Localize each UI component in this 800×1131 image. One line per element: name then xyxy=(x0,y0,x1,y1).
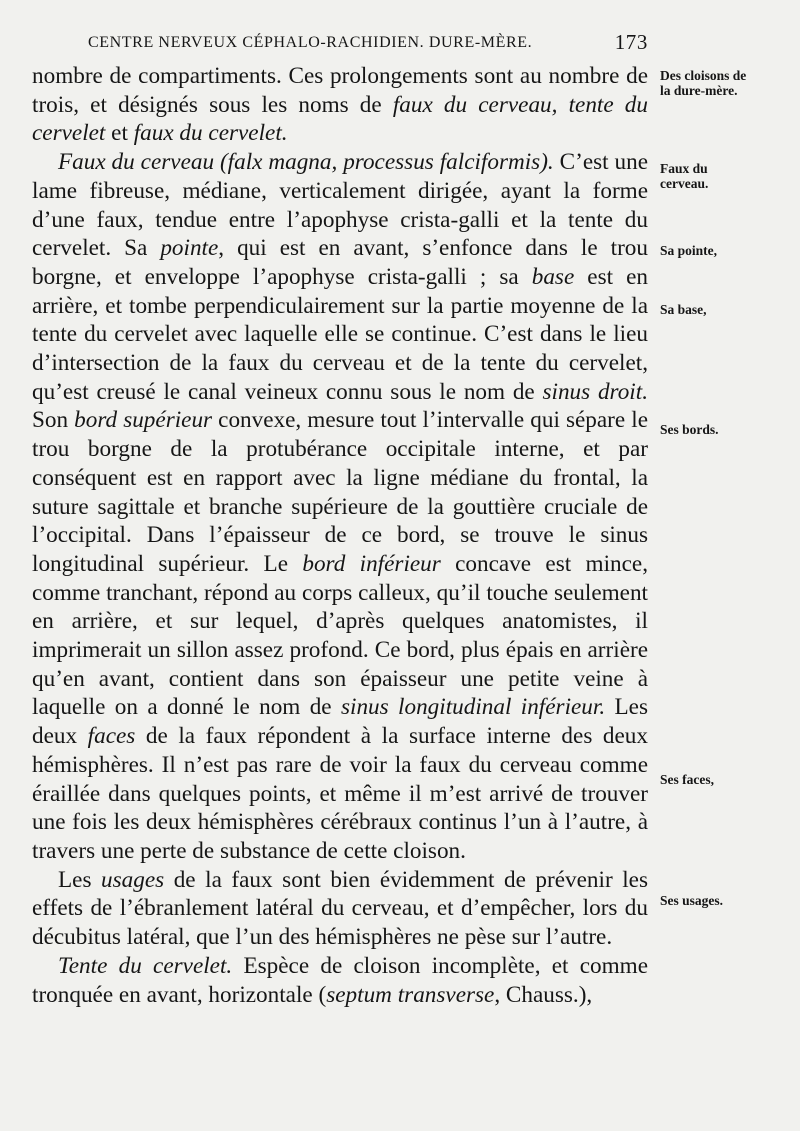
running-title: CENTRE NERVEUX CÉPHALO-RACHIDIEN. DURE-MÈRE. xyxy=(88,34,533,51)
margin-note-faux: Faux du cerveau. xyxy=(660,161,709,191)
text-run: de la faux sont bien évidemment de prévenir les effets de l’ébranlement latéral du cerveau, et d’empêcher, lors du décubitus latéral, que l’un des hémisphères ne pèse sur l’autre. xyxy=(32,866,648,951)
page-header xyxy=(88,30,648,56)
margin-note-usages: Ses usages. xyxy=(660,893,724,908)
text-run: convexe, mesure tout l’intervalle qui sépare le trou borgne de la protubérance occipitale interne, et par conséquent est en rapport avec la ligne médiane du frontal, la suture sagittale et branche supérieure de la gouttière cruciale de l’occipital. Dans l’épaisseur de ce bord, se trouve le sinus longitudinal supérieur. Le xyxy=(32,407,648,577)
italic-run: septum transverse xyxy=(326,981,495,1008)
paragraph xyxy=(32,62,648,148)
italic-run: bord supérieur xyxy=(74,407,213,434)
text-run: est en arrière, et tombe perpendiculairement sur la partie moyenne de la tente du cervelet avec laquelle elle se continue. C’est dans le lieu d’intersection de la faux du cerveau et de la tente du cervelet, qu’est creusé le canal veineux connu sous le nom de xyxy=(32,263,648,405)
text-run: Les deux xyxy=(32,694,648,750)
text-run: C’est une lame fibreuse, médiane, verticalement dirigée, ayant la forme d’une faux, tendue entre l’apophyse crista-galli et la tente du cervelet. Sa xyxy=(32,149,648,262)
italic-run: Faux du cerveau (falx magna, processus falciformis). xyxy=(58,149,554,176)
text-run: et xyxy=(105,120,134,147)
paragraph xyxy=(32,952,648,1009)
margin-note-faces: Ses faces, xyxy=(660,772,714,787)
italic-run: faux du cervelet. xyxy=(133,120,288,147)
margin-note-cloisons: Des cloisons de la dure-mère. xyxy=(660,68,747,98)
text-run: Espèce de cloison incomplète, et comme tronquée en avant, horizontale ( xyxy=(32,952,648,1008)
italic-run: base xyxy=(531,263,575,290)
text-run: , qui est en avant, s’enfonce dans le trou borgne, et enveloppe l’apophyse crista-galli ; sa xyxy=(32,235,648,290)
italic-run: usages xyxy=(101,866,165,893)
margin-note-base: Sa base, xyxy=(660,302,707,317)
text-run: , Chauss.), xyxy=(494,981,593,1008)
italic-run: Tente du cervelet. xyxy=(58,952,233,979)
italic-run: bord inférieur xyxy=(302,550,441,577)
margin-note-pointe: Sa pointe, xyxy=(660,243,718,258)
text-run: Son xyxy=(32,407,75,434)
italic-run: sinus longitudinal inférieur. xyxy=(340,694,606,721)
italic-run: pointe xyxy=(160,235,219,262)
italic-run: sinus droit. xyxy=(542,378,648,405)
italic-run: faux du cerveau, tente du cervelet xyxy=(32,91,648,147)
text-run: Les xyxy=(58,866,102,893)
paragraph xyxy=(32,148,648,866)
body-text xyxy=(32,62,648,1009)
paragraph xyxy=(32,866,648,952)
text-run: nombre de compartiments. Ces prolongements sont au nombre de trois, et désignés sous les noms de xyxy=(32,63,648,118)
italic-run: faces xyxy=(87,723,136,750)
margin-note-bords: Ses bords. xyxy=(660,422,719,437)
text-run: de la faux répondent à la surface interne des deux hémisphères. Il n’est pas rare de voir la faux du cerveau comme éraillée dans quelques points, et même il m’est arrivé de trouver une fois les deux hémisphères cérébraux continus l’un à l’autre, à travers une perte de substance de cette cloison. xyxy=(32,723,648,864)
text-run: concave est mince, comme tranchant, répond au corps calleux, qu’il touche seulement en arrière, et sur lequel, d’après quelques anatomistes, il imprimerait un sillon assez profond. Ce bord, plus épais en arrière qu’en avant, contient dans son épaisseur une petite veine à laquelle on a donné le nom de xyxy=(32,550,648,721)
page-number: 173 xyxy=(614,30,648,54)
